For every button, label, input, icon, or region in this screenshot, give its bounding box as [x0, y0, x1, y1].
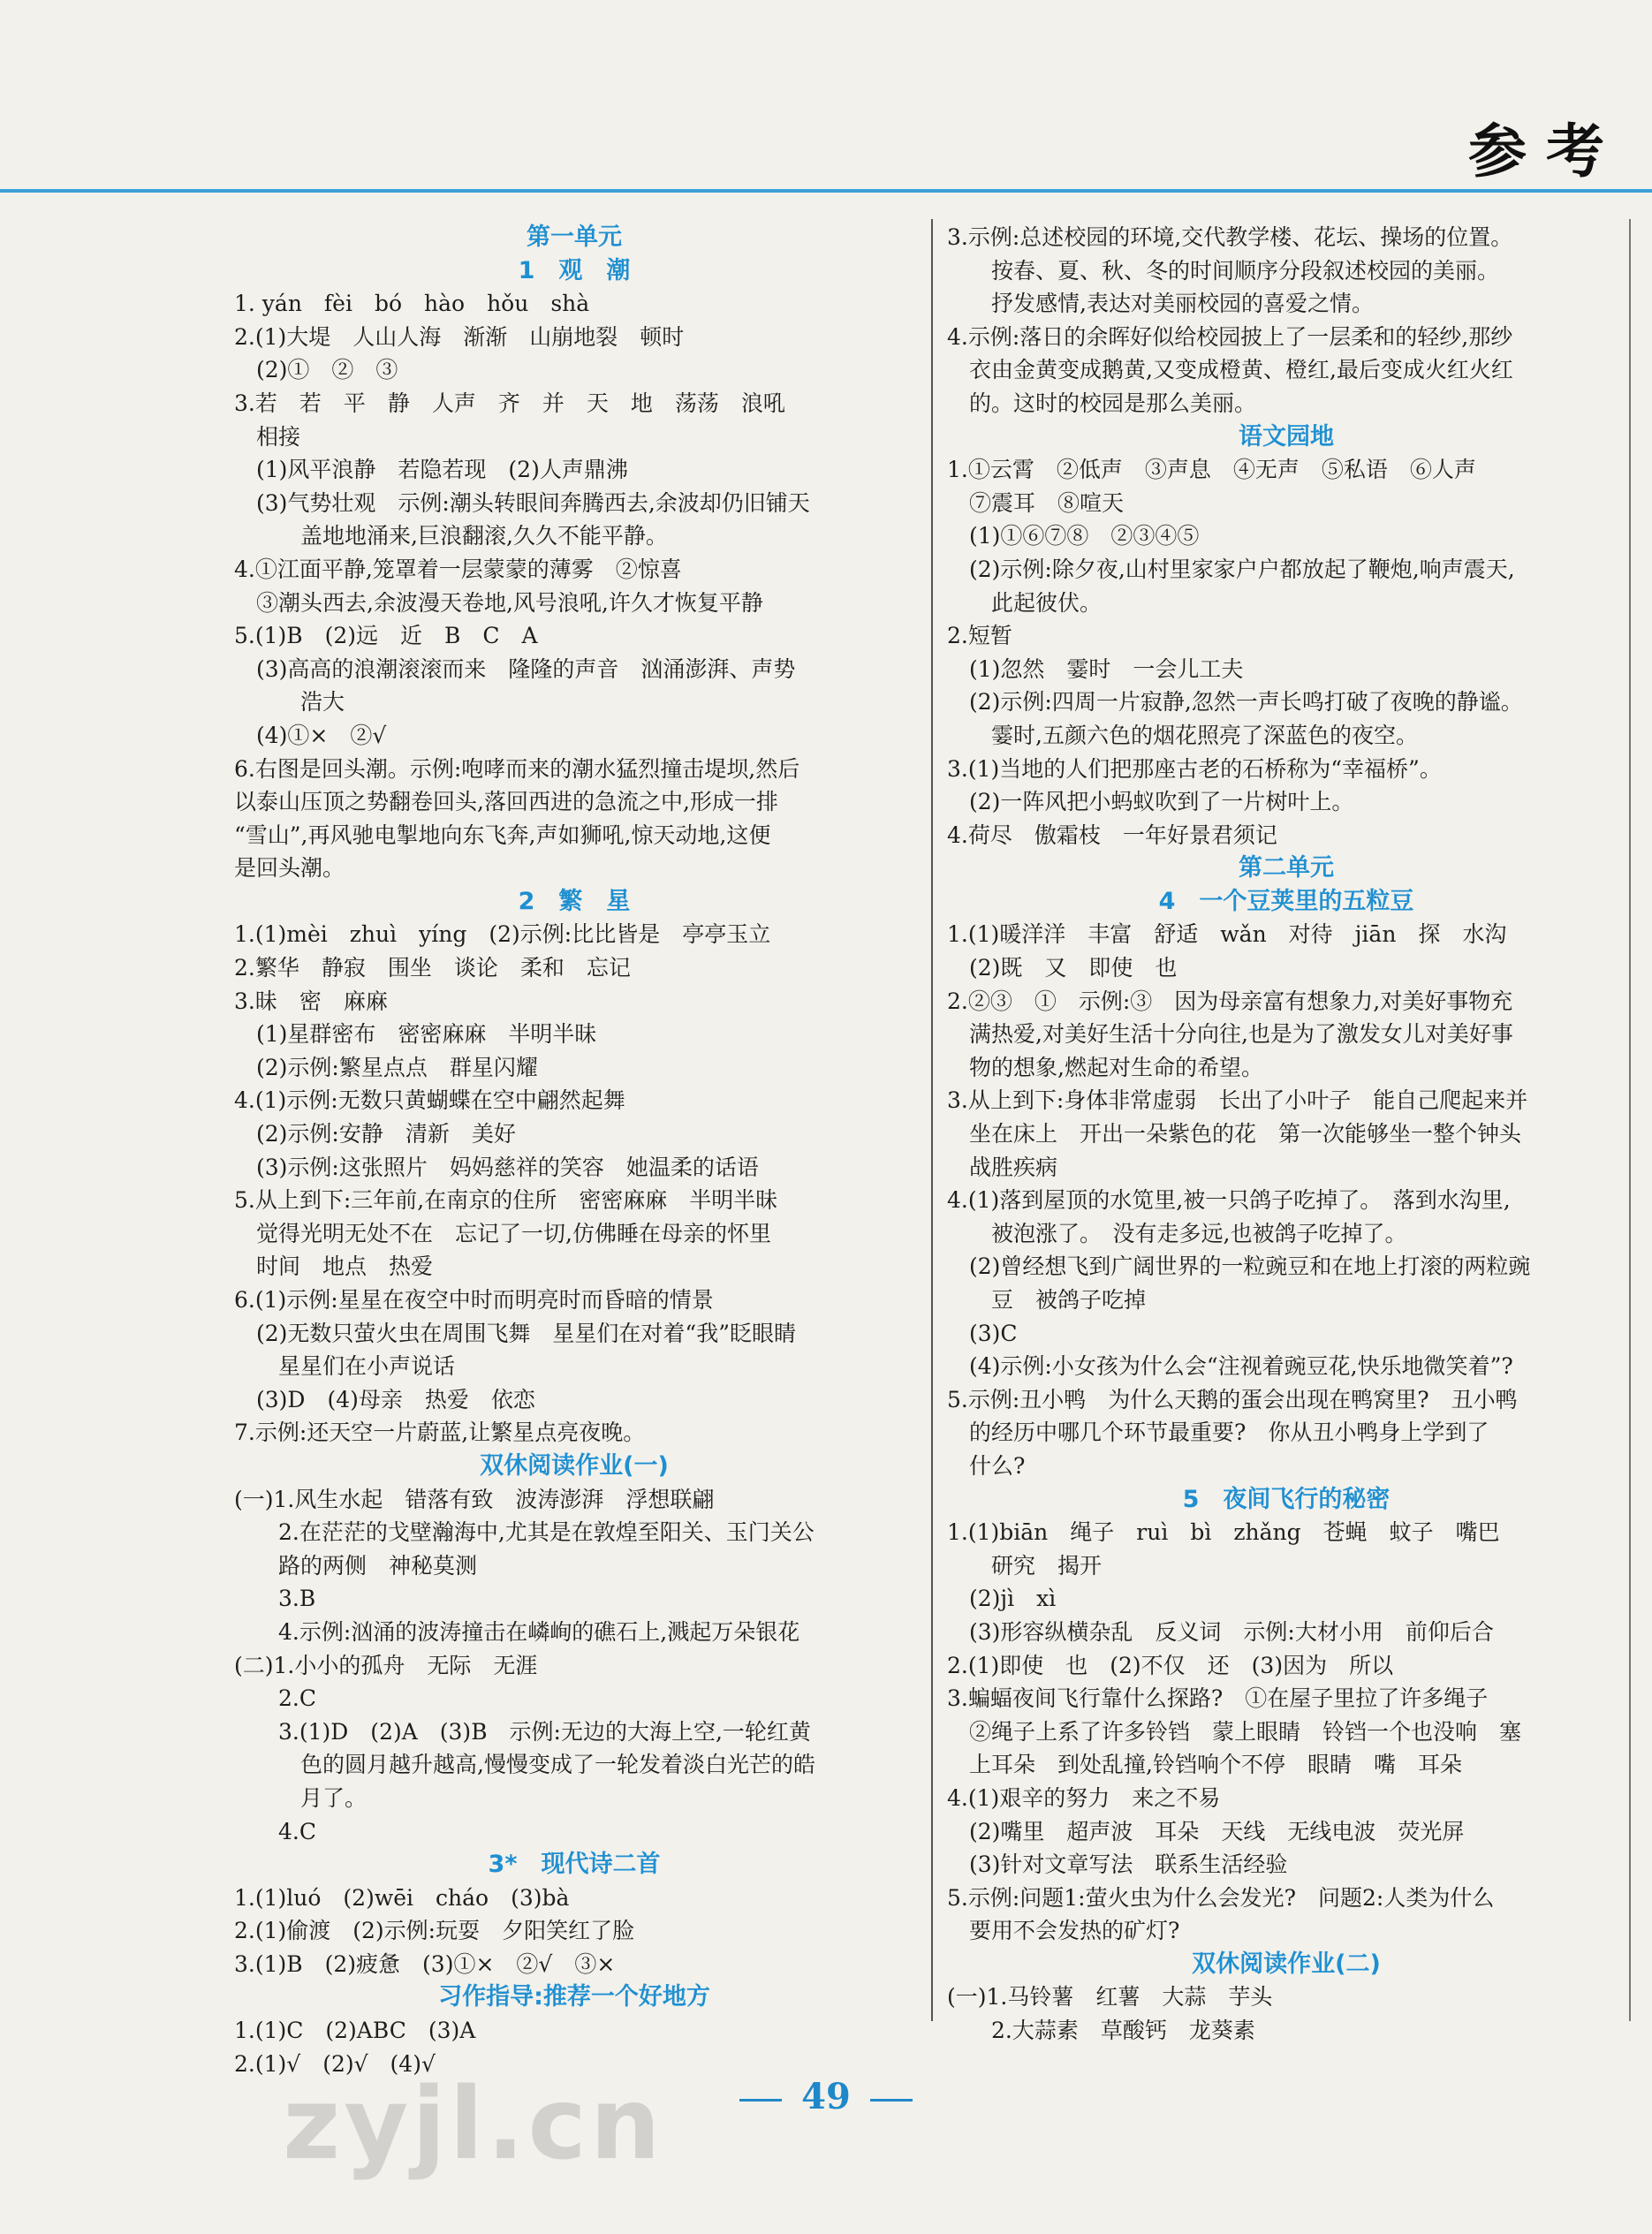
answer-line: (2)无数只萤火虫在周围飞舞 星星们在对着“我”眨眼睛 — [234, 1320, 796, 1346]
section-heading: 3* 现代诗二首 — [488, 1851, 661, 1879]
answer-line: (一)1.风生水起 错落有致 波涛澎湃 浮想联翩 — [234, 1486, 715, 1512]
answer-line: (3)形容纵横杂乱 反义词 示例:大材小用 前仰后合 — [947, 1618, 1494, 1645]
answer-line: 3.(1)B (2)疲惫 (3)①× ②√ ③× — [234, 1950, 616, 1977]
answer-line: (1)忽然 霎时 一会儿工夫 — [947, 655, 1244, 682]
answer-line: 1.(1)mèi zhuì yíng (2)示例:比比皆是 亭亭玉立 — [234, 921, 771, 948]
answer-line: 是回头潮。 — [234, 855, 345, 882]
answer-line: 3.B — [234, 1586, 316, 1612]
answer-line: 4.荷尽 傲霜枝 一年好景君须记 — [947, 822, 1277, 848]
answer-line: 要用不会发热的矿灯? — [947, 1918, 1180, 1944]
answer-line: 什么? — [947, 1452, 1026, 1479]
left-column — [234, 221, 914, 2080]
answer-line: (4)①× ②√ — [234, 722, 387, 748]
answer-line: 6.右图是回头潮。示例:咆哮而来的潮水猛烈撞击堤坝,然后 — [234, 755, 800, 782]
answer-line: 4.示例:汹涌的波涛撞击在嶙峋的礁石上,溅起万朵银花 — [234, 1618, 800, 1645]
answer-line: 2.短暂 — [947, 623, 1012, 649]
answer-line: 战胜疾病 — [947, 1154, 1058, 1180]
answer-line: 7.示例:还天空一片蔚蓝,让繁星点亮夜晚。 — [234, 1420, 646, 1446]
answer-line: 3.昧 密 麻麻 — [234, 988, 388, 1014]
answer-line: 1.(1)暖洋洋 丰富 舒适 wǎn 对待 jiān 探 水沟 — [947, 921, 1507, 948]
answer-line: 4.(1)艰辛的努力 来之不易 — [947, 1784, 1221, 1811]
answer-line: 盖地地涌来,巨浪翻滚,久久不能平静。 — [234, 523, 668, 549]
answer-line: ②绳子上系了许多铃铛 蒙上眼睛 铃铛一个也没响 塞 — [947, 1718, 1522, 1745]
answer-line: 觉得光明无处不在 忘记了一切,仿佛睡在母亲的怀里 — [234, 1220, 771, 1246]
answer-line: (2)曾经想飞到广阔世界的一粒豌豆和在地上打滚的两粒豌 — [947, 1253, 1531, 1280]
answer-line: (1)①⑥⑦⑧ ②③④⑤ — [947, 523, 1200, 549]
answer-line: 星星们在小声说话 — [234, 1353, 456, 1380]
answer-line: 5.示例:问题1:萤火虫为什么会发光? 问题2:人类为什么 — [947, 1884, 1495, 1911]
answer-line: “雪山”,再风驰电掣地向东飞奔,声如狮吼,惊天动地,这便 — [234, 822, 771, 848]
answer-line: 2.②③ ① 示例:③ 因为母亲富有想象力,对美好事物充 — [947, 988, 1513, 1014]
answer-line: (3)针对文章写法 联系生活经验 — [947, 1852, 1288, 1878]
section-heading: 2 繁 星 — [518, 887, 631, 915]
answer-line: (3)D (4)母亲 热爱 依恋 — [234, 1386, 535, 1412]
answer-line: 此起彼伏。 — [947, 589, 1103, 616]
answer-line: 2.(1)偷渡 (2)示例:玩耍 夕阳笑红了脸 — [234, 1918, 635, 1944]
answer-line: 4.(1)落到屋顶的水笕里,被一只鸽子吃掉了。 落到水沟里, — [947, 1187, 1511, 1214]
answer-line: (2)示例:安静 清新 美好 — [234, 1121, 516, 1147]
section-heading: 第二单元 — [1239, 854, 1334, 882]
answer-line: 2.大蒜素 草酸钙 龙葵素 — [947, 2018, 1255, 2044]
answer-line: 3.蝙蝠夜间飞行靠什么探路? ①在屋子里拉了许多绳子 — [947, 1685, 1489, 1712]
right-edge-rule — [1629, 219, 1631, 2021]
answer-line: 1.(1)luó (2)wēi cháo (3)bà — [234, 1884, 570, 1911]
answer-line: 2.(1)√ (2)√ (4)√ — [234, 2050, 436, 2077]
answer-line: 相接 — [234, 423, 301, 450]
answer-line: 月了。 — [234, 1784, 368, 1811]
answer-line: 2.繁华 静寂 围坐 谈论 柔和 忘记 — [234, 955, 631, 981]
answer-line: ⑦震耳 ⑧喧天 — [947, 489, 1125, 516]
answer-line: 抒发感情,表达对美丽校园的喜爱之情。 — [947, 291, 1374, 317]
answer-line: 的。这时的校园是那么美丽。 — [947, 390, 1257, 416]
answer-line: (二)1.小小的孤舟 无际 无涯 — [234, 1652, 538, 1678]
answer-line: (1)星群密布 密密麻麻 半明半昧 — [234, 1021, 597, 1048]
answer-line: 4.示例:落日的余晖好似给校园披上了一层柔和的轻纱,那纱 — [947, 323, 1513, 350]
answer-line: (2)jì xì — [947, 1586, 1057, 1612]
answer-line: (2)嘴里 超声波 耳朵 天线 无线电波 荧光屏 — [947, 1818, 1465, 1844]
answer-line: 物的想象,燃起对生命的希望。 — [947, 1054, 1263, 1080]
answer-line: (一)1.马铃薯 红薯 大蒜 芋头 — [947, 1984, 1273, 2011]
answer-line: 按春、夏、秋、冬的时间顺序分段叙述校园的美丽。 — [947, 257, 1500, 284]
answer-line: 色的圆月越升越高,慢慢变成了一轮发着淡白光芒的皓 — [234, 1752, 815, 1778]
answer-line: 上耳朵 到处乱撞,铃铛响个不停 眼睛 嘴 耳朵 — [947, 1752, 1462, 1778]
answer-line: 5.示例:丑小鸭 为什么天鹅的蛋会出现在鸭窝里? 丑小鸭 — [947, 1386, 1518, 1412]
answer-line: 4.C — [234, 1818, 316, 1844]
answer-line: 坐在床上 开出一朵紫色的花 第一次能够坐一整个钟头 — [947, 1121, 1522, 1147]
answer-line: (3)C — [947, 1320, 1018, 1346]
answer-line: (2)示例:除夕夜,山村里家家户户都放起了鞭炮,响声震天, — [947, 556, 1515, 582]
answer-line: 1.①云霄 ②低声 ③声息 ④无声 ⑤私语 ⑥人声 — [947, 457, 1476, 483]
answer-line: 5.从上到下:三年前,在南京的住所 密密麻麻 半明半昧 — [234, 1187, 778, 1214]
column-divider — [931, 219, 933, 2021]
page-title: 参考 — [1468, 117, 1624, 186]
section-heading: 5 夜间飞行的秘密 — [1182, 1485, 1391, 1513]
answer-line: 2.(1)即使 也 (2)不仅 还 (3)因为 所以 — [947, 1652, 1394, 1678]
section-heading: 习作指导:推荐一个好地方 — [438, 1983, 710, 2011]
answer-line: (1)风平浪静 若隐若现 (2)人声鼎沸 — [234, 457, 628, 483]
answer-line: 4.(1)示例:无数只黄蝴蝶在空中翩然起舞 — [234, 1087, 625, 1114]
watermark-logo: zyjl.cn — [283, 2067, 664, 2182]
answer-line: 被泡涨了。 没有走多远,也被鸽子吃掉了。 — [947, 1220, 1407, 1246]
answer-line: 1.(1)biān 绳子 ruì bì zhǎng 苍蝇 蚊子 嘴巴 — [947, 1519, 1500, 1546]
answer-line: 3.从上到下:身体非常虚弱 长出了小叶子 能自己爬起来并 — [947, 1087, 1528, 1114]
answer-line: 1.(1)C (2)ABC (3)A — [234, 2018, 476, 2044]
answer-line: 满热爱,对美好生活十分向往,也是为了激发女儿对美好事 — [947, 1021, 1513, 1048]
answer-line: 1. yán fèi bó hào hǒu shà — [234, 291, 590, 317]
answer-line: (2)示例:繁星点点 群星闪耀 — [234, 1054, 538, 1080]
section-heading: 1 观 潮 — [518, 256, 631, 284]
answer-line: 研究 揭开 — [947, 1552, 1103, 1579]
answer-line: (2)示例:四周一片寂静,忽然一声长鸣打破了夜晚的静谧。 — [947, 689, 1523, 716]
answer-line: 4.①江面平静,笼罩着一层蒙蒙的薄雾 ②惊喜 — [234, 556, 682, 582]
header-rule — [0, 189, 1652, 193]
answer-line: 以泰山压顶之势翻卷回头,落回西进的急流之中,形成一排 — [234, 789, 778, 815]
answer-line: 5.(1)B (2)远 近 B C A — [234, 623, 538, 649]
answer-line: 路的两侧 神秘莫测 — [234, 1552, 478, 1579]
answer-line: 3.(1)D (2)A (3)B 示例:无边的大海上空,一轮红黄 — [234, 1718, 811, 1745]
answer-line: 衣由金黄变成鹅黄,又变成橙黄、橙红,最后变成火红火红 — [947, 357, 1513, 383]
section-heading: 语文园地 — [1239, 422, 1334, 451]
answer-line: 时间 地点 热爱 — [234, 1253, 434, 1280]
answer-line: (2)既 又 即使 也 — [947, 955, 1178, 981]
answer-line: (3)示例:这张照片 妈妈慈祥的笑容 她温柔的话语 — [234, 1154, 759, 1180]
answer-line: 豆 被鸽子吃掉 — [947, 1287, 1147, 1313]
answer-line: 2.在茫茫的戈壁瀚海中,尤其是在敦煌至阳关、玉门关公 — [234, 1519, 815, 1546]
answer-line: (4)示例:小女孩为什么会“注视着豌豆花,快乐地微笑着”? — [947, 1353, 1513, 1380]
answer-line: 6.(1)示例:星星在夜空中时而明亮时而昏暗的情景 — [234, 1287, 714, 1313]
answer-line: 3.示例:总述校园的环境,交代教学楼、花坛、操场的位置。 — [947, 224, 1513, 250]
answer-line: 3.若 若 平 静 人声 齐 并 天 地 荡荡 浪吼 — [234, 390, 785, 416]
answer-line: 浩大 — [234, 689, 345, 716]
answer-line: (2)① ② ③ — [234, 357, 398, 383]
page-number: 49 — [0, 2076, 1652, 2117]
section-heading: 双休阅读作业(二) — [1192, 1950, 1381, 1978]
page-header — [0, 0, 1652, 186]
answer-line: (2)一阵风把小蚂蚁吹到了一片树叶上。 — [947, 789, 1354, 815]
section-heading: 4 一个豆荚里的五粒豆 — [1158, 887, 1414, 915]
section-heading: 双休阅读作业(一) — [480, 1451, 669, 1480]
answer-line: ③潮头西去,余波漫天卷地,风号浪吼,许久才恢复平静 — [234, 589, 763, 616]
answer-line: 的经历中哪几个环节最重要? 你从丑小鸭身上学到了 — [947, 1420, 1489, 1446]
answer-line: 2.C — [234, 1685, 316, 1712]
right-column — [947, 221, 1625, 2048]
answer-line: 2.(1)大堤 人山人海 渐渐 山崩地裂 顿时 — [234, 323, 685, 350]
answer-line: 3.(1)当地的人们把那座古老的石桥称为“幸福桥”。 — [947, 755, 1442, 782]
answer-line: (3)气势壮观 示例:潮头转眼间奔腾西去,余波却仍旧铺天 — [234, 489, 810, 516]
answer-line: (3)高高的浪潮滚滚而来 隆隆的声音 汹涌澎湃、声势 — [234, 655, 796, 682]
section-heading: 第一单元 — [527, 223, 622, 251]
answer-line: 霎时,五颜六色的烟花照亮了深蓝色的夜空。 — [947, 722, 1418, 748]
